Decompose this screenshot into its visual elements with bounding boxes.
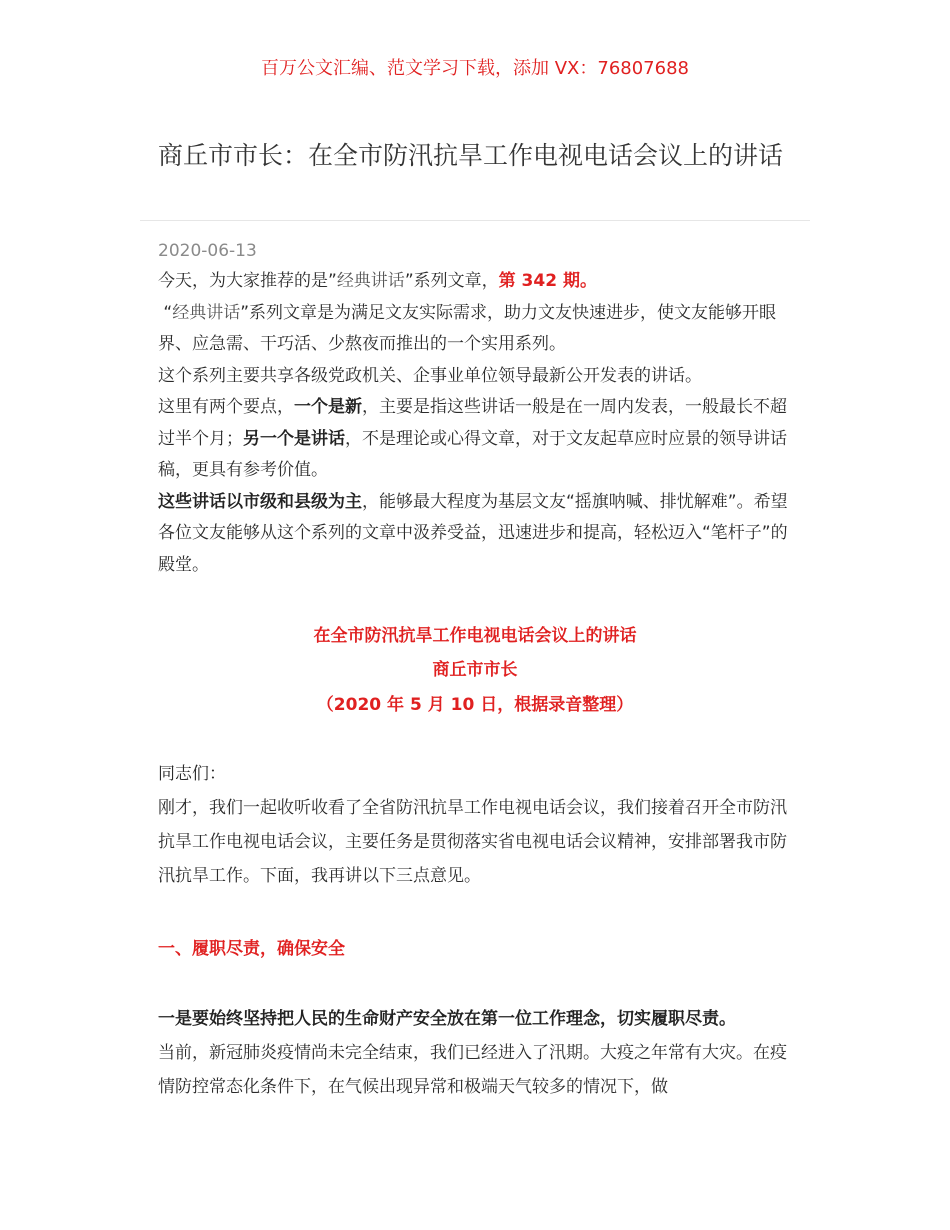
greeting: 同志们：: [158, 764, 226, 784]
section-1-body: [158, 1002, 798, 1104]
promo-banner: 百万公文汇编、范文学习下载，添加 VX：76807688: [261, 58, 689, 79]
opening-paragraph: 刚才，我们一起收听收看了全省防汛抗旱工作电视电话会议，我们接着召开全市防汛抗旱工作电视电话会议，主要任务是贯彻落实省电视电话会议精神，安排部署我市防汛抗旱工作。下面，我再讲以下三点意见。: [158, 798, 787, 886]
article-title: 商丘市市长：在全市防汛抗旱工作电视电话会议上的讲话: [158, 141, 784, 170]
issue-number: 第 342 期。: [498, 271, 597, 291]
speech-title: 在全市防汛抗旱工作电视电话会议上的讲话: [313, 626, 637, 646]
intro-paragraph-5: 这些讲话以市级和县级为主，能够最大程度为基层文友“摇旗呐喊、排忧解难”。希望各位文友能够从这个系列的文章中汲养受益，迅速进步和提高，轻松迈入“笔杆子”的殿堂。: [158, 491, 788, 575]
speech-opening: [158, 757, 798, 893]
intro-paragraph-2: “经典讲话”系列文章是为满足文友实际需求，助力文友快速进步，使文友能够开眼界、应急需、干巧活、少熬夜而推出的一个实用系列。: [158, 302, 777, 354]
intro-paragraph-1: 今天，为大家推荐的是”经典讲话”系列文章，第 342 期。: [158, 271, 597, 291]
series-name: 经典讲话: [336, 271, 405, 291]
point-1-text: 当前，新冠肺炎疫情尚未完全结束，我们已经进入了汛期。大疫之年常有大灾。在疫情防控常态化条件下，在气候出现异常和极端天气较多的情况下，做: [158, 1043, 787, 1097]
point-1-heading: 一是要始终坚持把人民的生命财产安全放在第一位工作理念，切实履职尽责。: [158, 1009, 736, 1029]
speech-speaker: 商丘市市长: [432, 660, 518, 680]
speech-date-note: （2020 年 5 月 10 日，根据录音整理）: [316, 695, 634, 715]
section-heading-1: 一、履职尽责，确保安全: [158, 939, 345, 959]
title-divider: [140, 220, 810, 221]
intro-paragraph-3: 这个系列主要共享各级党政机关、企事业单位领导最新公开发表的讲话。: [158, 365, 702, 386]
intro-section: [158, 266, 798, 581]
intro-paragraph-4: 这里有两个要点，一个是新，主要是指这些讲话一般是在一周内发表，一般最长不超过半个月；另一个是讲话，不是理论或心得文章，对于文友起草应时应景的领导讲话稿，更具有参考价值。: [158, 397, 787, 480]
publish-date: 2020-06-13: [158, 241, 257, 261]
